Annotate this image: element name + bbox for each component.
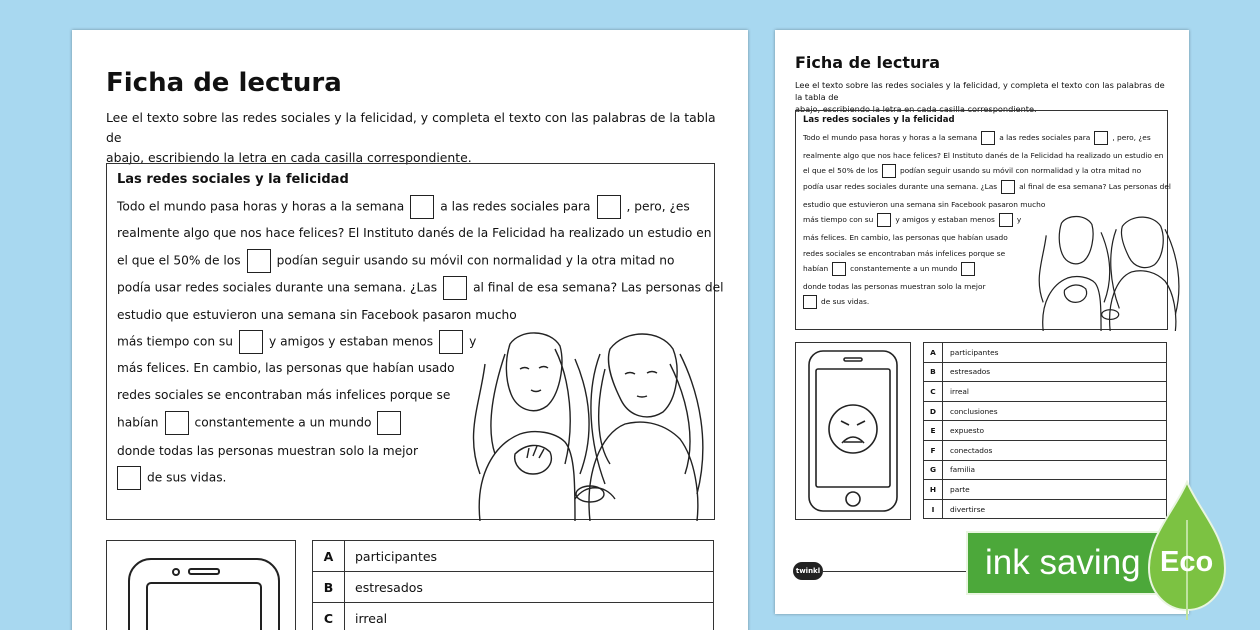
reading-text-title: Las redes sociales y la felicidad bbox=[803, 115, 955, 125]
text-line: de sus vidas. bbox=[803, 295, 869, 309]
text-line: estudio que estuvieron una semana sin Facebook pasaron mucho bbox=[117, 308, 517, 322]
text-line: redes sociales se encontraban más infelices porque se bbox=[803, 249, 1006, 258]
phone-icon bbox=[107, 541, 297, 630]
table-row: I divertirse bbox=[924, 499, 1167, 519]
text-line: Todo el mundo pasa horas y horas a la semana a las redes sociales para , pero, ¿es bbox=[117, 195, 690, 219]
twinkl-logo: twinkl bbox=[793, 562, 823, 580]
answer-box[interactable] bbox=[882, 164, 896, 178]
text-line: habían constantemente a un mundo bbox=[803, 262, 979, 276]
answer-box[interactable] bbox=[877, 213, 891, 227]
word-bank-table bbox=[923, 342, 1167, 519]
answer-box[interactable] bbox=[597, 195, 621, 219]
answer-box[interactable] bbox=[247, 249, 271, 273]
worksheet-title: Ficha de lectura bbox=[106, 68, 342, 98]
worksheet-preview-large bbox=[72, 30, 748, 630]
text-line: Todo el mundo pasa horas y horas a la semana a las redes sociales para , pero, ¿es bbox=[803, 131, 1151, 145]
word-bank-table bbox=[312, 540, 714, 630]
text-line: habían constantemente a un mundo bbox=[117, 411, 407, 435]
phone-illustration-box bbox=[795, 342, 911, 520]
reading-text-box bbox=[795, 110, 1171, 330]
text-line: realmente algo que nos hace felices? El Instituto danés de la Felicidad ha realizado un estudio en bbox=[117, 226, 712, 240]
table-row: E expuesto bbox=[924, 421, 1167, 441]
answer-box[interactable] bbox=[1094, 131, 1108, 145]
answer-box[interactable] bbox=[1001, 180, 1015, 194]
answer-box[interactable] bbox=[377, 411, 401, 435]
text-line: más tiempo con su y amigos y estaban menos y bbox=[803, 213, 1021, 227]
table-row: F conectados bbox=[924, 440, 1167, 460]
text-line: donde todas las personas muestran solo la mejor bbox=[803, 282, 986, 291]
text-line: podía usar redes sociales durante una semana. ¿Las al final de esa semana? Las personas del bbox=[803, 180, 1171, 194]
instructions: Lee el texto sobre las redes sociales y la felicidad, y completa el texto con las palabras de la tabla de abajo, escribiendo la letra en cada casilla correspondiente. bbox=[795, 80, 1165, 114]
answer-box[interactable] bbox=[981, 131, 995, 145]
table-row: G familia bbox=[924, 460, 1167, 480]
table-row: B estresados bbox=[313, 572, 714, 603]
answer-box[interactable] bbox=[165, 411, 189, 435]
phone-sad-emoji-icon bbox=[796, 343, 912, 521]
table-row: C irreal bbox=[313, 603, 714, 630]
answer-box[interactable] bbox=[961, 262, 975, 276]
text-line: podía usar redes sociales durante una semana. ¿Las al final de esa semana? Las personas del bbox=[117, 276, 724, 300]
table-row: B estresados bbox=[924, 362, 1167, 382]
answer-box[interactable] bbox=[443, 276, 467, 300]
answer-box[interactable] bbox=[239, 330, 263, 354]
worksheet-preview-small bbox=[775, 30, 1189, 614]
answer-box[interactable] bbox=[803, 295, 817, 309]
text-line: redes sociales se encontraban más infelices porque se bbox=[117, 388, 451, 402]
text-line: el que el 50% de los podían seguir usando su móvil con normalidad y la otra mitad no bbox=[803, 164, 1141, 178]
text-line: el que el 50% de los podían seguir usando su móvil con normalidad y la otra mitad no bbox=[117, 249, 674, 273]
table-row: A participantes bbox=[924, 343, 1167, 363]
table-row: A participantes bbox=[313, 541, 714, 572]
table-row: H parte bbox=[924, 480, 1167, 500]
eco-label: Eco bbox=[1160, 546, 1214, 578]
answer-box[interactable] bbox=[410, 195, 434, 219]
table-row: D conclusiones bbox=[924, 401, 1167, 421]
reading-text-box bbox=[106, 163, 724, 520]
answer-box[interactable] bbox=[832, 262, 846, 276]
ink-saving-banner: ink saving bbox=[966, 531, 1176, 595]
text-line: más felices. En cambio, las personas que habían usado bbox=[117, 361, 455, 375]
text-line: realmente algo que nos hace felices? El Instituto danés de la Felicidad ha realizado un estudio en bbox=[803, 151, 1164, 160]
reading-text-title: Las redes sociales y la felicidad bbox=[117, 172, 349, 187]
text-line: más felices. En cambio, las personas que habían usado bbox=[803, 233, 1008, 242]
text-line: de sus vidas. bbox=[117, 466, 226, 490]
text-line: más tiempo con su y amigos y estaban menos y bbox=[117, 330, 476, 354]
girls-illustration bbox=[1008, 211, 1188, 331]
worksheet-title: Ficha de lectura bbox=[795, 53, 941, 72]
table-row: C irreal bbox=[924, 382, 1167, 402]
answer-box[interactable] bbox=[117, 466, 141, 490]
instructions: Lee el texto sobre las redes sociales y la felicidad, y completa el texto con las palabras de la tabla de abajo, escribiendo la letra en cada casilla correspondiente. bbox=[106, 110, 716, 165]
phone-illustration-box bbox=[106, 540, 296, 630]
girls-illustration bbox=[425, 324, 715, 521]
text-line: estudio que estuvieron una semana sin Facebook pasaron mucho bbox=[803, 200, 1046, 209]
text-line: donde todas las personas muestran solo la mejor bbox=[117, 444, 419, 458]
